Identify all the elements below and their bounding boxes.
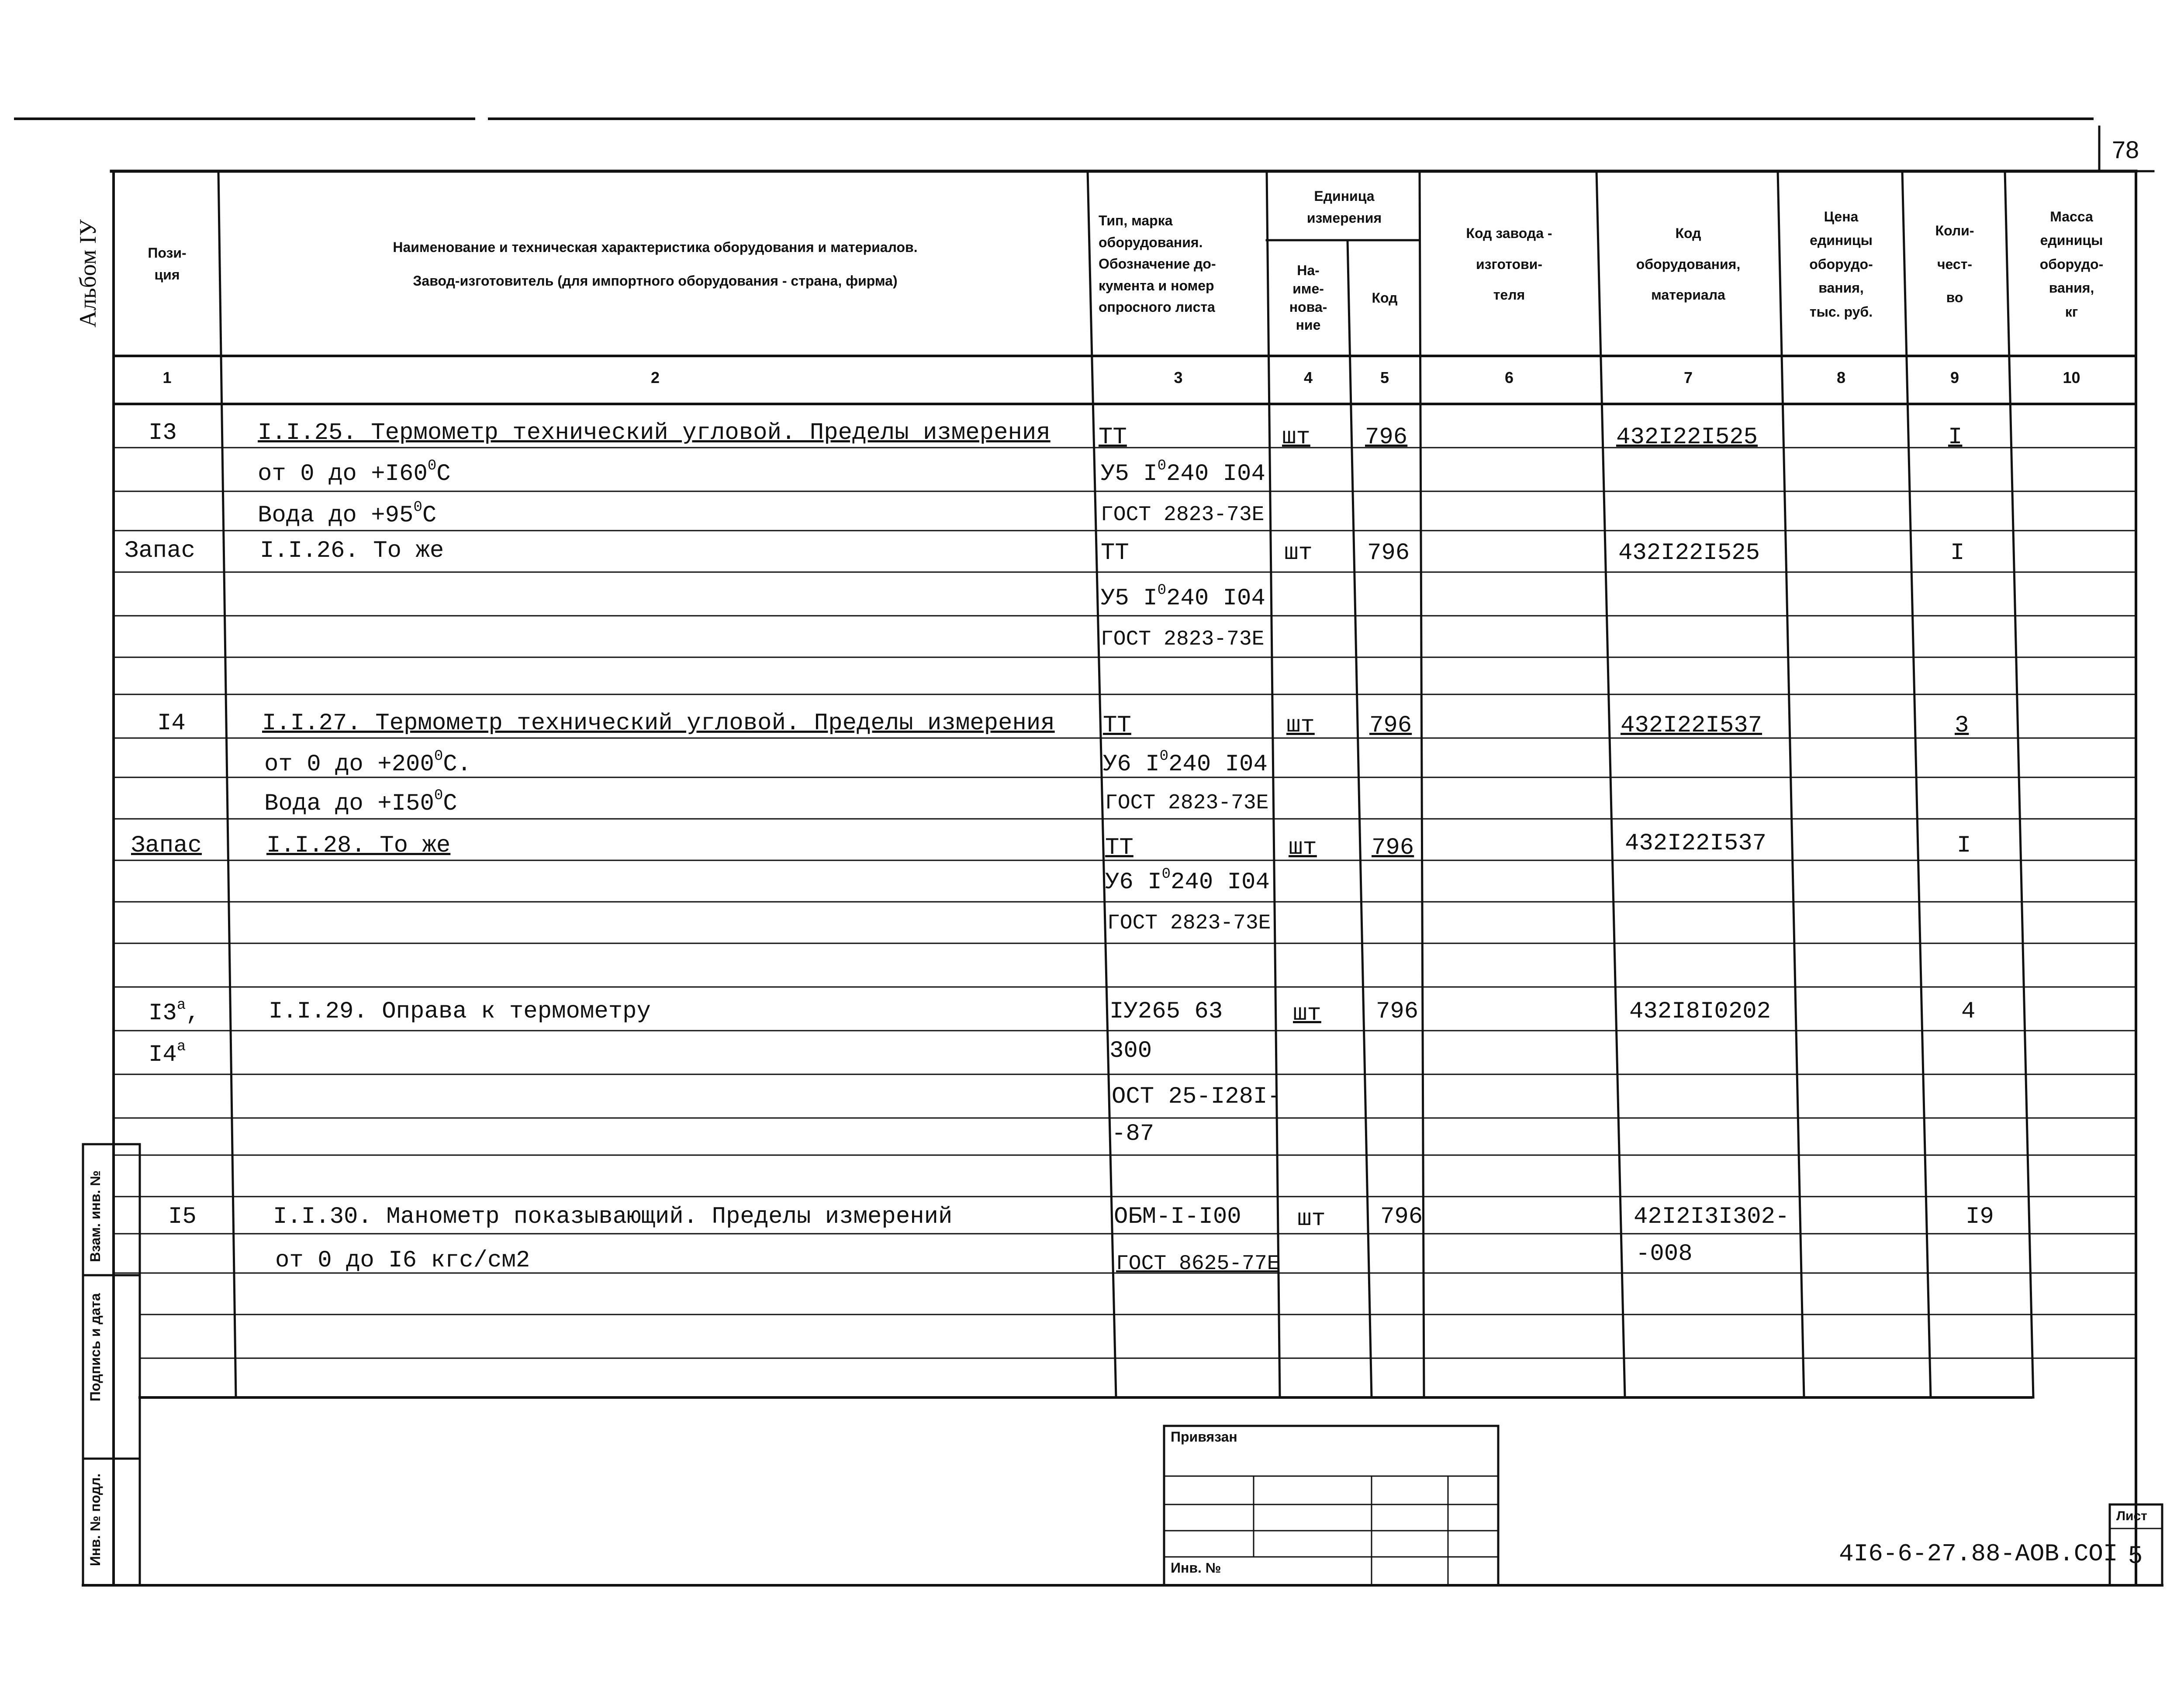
r2-type: У5 $I^0240$ I04 xyxy=(1101,458,1265,487)
r16-position: $I4^а$ xyxy=(149,1039,186,1068)
stamp-inv-podl: Инв. № подл. xyxy=(87,1473,103,1566)
r15-quantity: 4 xyxy=(1961,998,1976,1025)
r12-type: У6 $I^0240$ I04 xyxy=(1105,866,1270,896)
header-price: Цена единицы оборудо- вания, тыс. руб. xyxy=(1809,209,1873,320)
r10-name: Вода до $+I50^0С$ xyxy=(264,787,457,817)
list-number: 5 xyxy=(2129,1541,2143,1568)
album-label: Альбом IУ xyxy=(75,219,101,328)
r11-type: ТТ xyxy=(1105,835,1133,861)
r4-code: 796 xyxy=(1367,540,1410,566)
r21-name: от 0 до I6 кгс/см2 xyxy=(275,1247,530,1274)
r2-name: от 0 до $+I60^0С$ xyxy=(258,458,451,487)
r4-unit: шт xyxy=(1284,540,1313,566)
header-unit-name: На- име- нова- ние xyxy=(1289,262,1327,333)
r21-equipment-code: -008 xyxy=(1636,1241,1693,1267)
r20-type: ОБМ-I-I00 xyxy=(1114,1204,1241,1230)
r20-name: I.I.30. Манометр показывающий. Пределы измерений xyxy=(273,1204,953,1230)
header-unit: Единица измерения xyxy=(1306,188,1382,226)
stamp-vzam-inv: Взам. инв. № xyxy=(87,1170,103,1262)
r18-type: -87 xyxy=(1112,1121,1154,1147)
r9-type: У6 $I^0240$ I04 xyxy=(1103,748,1268,778)
r16-type: 300 xyxy=(1109,1038,1152,1064)
column-number-9: 9 xyxy=(1950,369,1959,386)
r8-unit: шт xyxy=(1286,712,1315,739)
r8-equipment-code: 432I22I537 xyxy=(1621,712,1762,739)
header-name: Наименование и техническая характеристика оборудования и материалов. Завод-изготовитель (для импортного оборудования - страна, фирма) xyxy=(393,239,918,289)
r17-type: ОСТ 25-I28I- xyxy=(1112,1083,1282,1110)
column-number-2: 2 xyxy=(650,369,660,386)
r9-name: от 0 до $+200^0С$. xyxy=(264,748,472,778)
r21-type: ГОСТ 8625-77Е xyxy=(1116,1252,1280,1276)
r4-quantity: I xyxy=(1950,540,1965,566)
r20-quantity: I9 xyxy=(1966,1204,1994,1230)
r5-type: У5 $I^0240$ I04 xyxy=(1101,582,1265,612)
r1-code: 796 xyxy=(1365,424,1408,451)
list-label: Лист xyxy=(2116,1509,2147,1523)
stamp-podpis-data: Подпись и дата xyxy=(87,1293,103,1401)
header-factory-code: Код завода - изготови- теля xyxy=(1466,225,1552,303)
column-number-1: 1 xyxy=(162,369,172,386)
r15-equipment-code: 432I8I0202 xyxy=(1629,998,1771,1025)
r15-name: I.I.29. Оправа к термометру xyxy=(269,998,651,1025)
r4-equipment-code: 432I22I525 xyxy=(1618,540,1760,566)
r11-position: Запас xyxy=(131,832,202,859)
inv-no-label: Инв. № xyxy=(1171,1560,1221,1576)
r3-type: ГОСТ 2823-73Е xyxy=(1101,503,1265,527)
r10-type: ГОСТ 2823-73Е xyxy=(1105,791,1269,815)
column-number-7: 7 xyxy=(1683,369,1693,386)
r8-position: I4 xyxy=(157,710,186,737)
column-number-10: 10 xyxy=(2063,369,2080,386)
r4-position: Запас xyxy=(124,538,196,564)
privyazan-label: Привязан xyxy=(1171,1429,1237,1445)
r20-unit: шт xyxy=(1297,1206,1326,1232)
r4-type: ТТ xyxy=(1101,540,1129,566)
r8-name: I.I.27. Термометр технический угловой. Пределы измерения xyxy=(262,710,1055,737)
r1-type: ТТ xyxy=(1099,424,1127,451)
r1-position: I3 xyxy=(149,420,177,446)
r8-type: ТТ xyxy=(1103,712,1131,739)
column-number-5: 5 xyxy=(1380,369,1389,386)
r20-position: I5 xyxy=(168,1204,197,1230)
header-position: Пози- ция xyxy=(148,245,187,283)
page-number: 78 xyxy=(2111,135,2139,163)
header-quantity: Коли- чест- во xyxy=(1935,222,1974,306)
r11-code: 796 xyxy=(1372,835,1414,861)
r8-quantity: 3 xyxy=(1955,712,1969,739)
r11-quantity: I xyxy=(1957,832,1971,859)
header-mass: Масса единицы оборудо- вания, кг xyxy=(2039,209,2104,320)
header-type: Тип, марка оборудования. Обозначение до- кумента и номер опросного листа xyxy=(1099,213,1216,315)
r1-unit: шт xyxy=(1282,424,1310,451)
header-equipment-code: Код оборудования, материала xyxy=(1636,225,1741,303)
r15-type: IУ265 63 xyxy=(1109,998,1223,1025)
column-number-4: 4 xyxy=(1303,369,1313,386)
r13-type: ГОСТ 2823-73Е xyxy=(1107,911,1271,935)
r1-quantity: I xyxy=(1948,424,1963,451)
r11-name: I.I.28. То же xyxy=(266,832,451,859)
r15-code: 796 xyxy=(1376,998,1419,1025)
r8-code: 796 xyxy=(1369,712,1412,739)
r20-code: 796 xyxy=(1380,1204,1423,1230)
r6-type: ГОСТ 2823-73Е xyxy=(1101,628,1265,651)
r11-unit: шт xyxy=(1289,835,1317,861)
r1-equipment-code: 432I22I525 xyxy=(1616,424,1758,451)
header-unit-code: Код xyxy=(1372,290,1398,306)
column-number-3: 3 xyxy=(1174,369,1183,386)
column-number-8: 8 xyxy=(1836,369,1846,386)
r3-name: Вода до $+95^0С$ xyxy=(258,499,437,529)
r11-equipment-code: 432I22I537 xyxy=(1625,830,1767,857)
column-number-6: 6 xyxy=(1504,369,1514,386)
r15-unit: шт xyxy=(1293,1001,1321,1027)
r20-equipment-code: 42I2I3I302- xyxy=(1634,1204,1790,1230)
document-code: 4I6-6-27.88-АОВ.СОI xyxy=(1839,1540,2118,1568)
r15-position: $I3^а$, xyxy=(149,997,200,1027)
r4-name: I.I.26. То же xyxy=(260,538,444,564)
r1-name: I.I.25. Термометр технический угловой. Пределы измерения xyxy=(258,420,1051,446)
